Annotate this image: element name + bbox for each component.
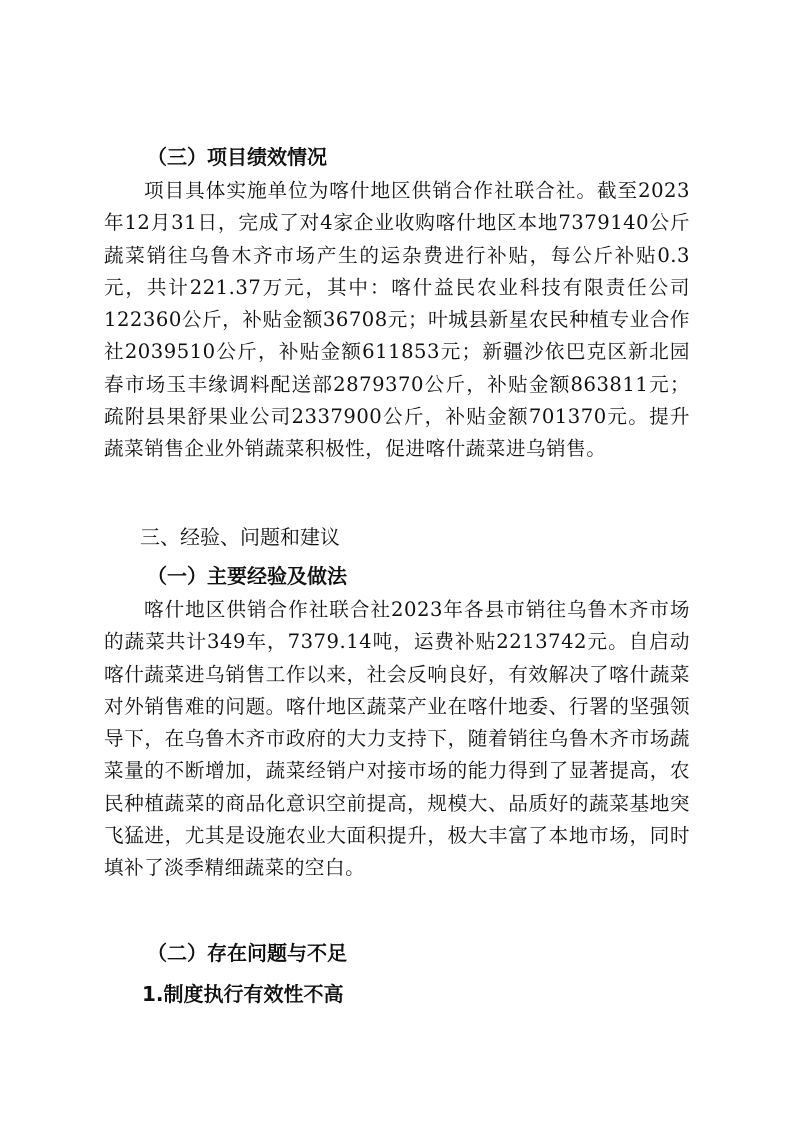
paragraph-project-performance: 项目具体实施单位为喀什地区供销合作社联合社。截至2023年12月31日，完成了对4家企业收购喀什地区本地7379140公斤蔬菜销往乌鲁木齐市场产生的运杂费进行补贴，每公斤补贴0.3元，共计221.37万元，其中：喀什益民农业科技有限责任公司122360公斤，补贴金额36708元；叶城县新星农民种植专业合作社2039510公斤，补贴金额611853元；新疆沙依巴克区新北园春市场玉丰缘调料配送部2879370公斤，补贴金额863811元；疏附县果舒果业公司2337900公斤，补贴金额701370元。提升蔬菜销售企业外销蔬菜积极性，促进喀什蔬菜进乌销售。 (104, 179, 690, 461)
heading-experience-problems-suggestions: 三、经验、问题和建议 (140, 525, 340, 549)
heading-project-performance: （三）项目绩效情况 (147, 145, 327, 169)
item-system-enforcement: 1.制度执行有效性不高 (142, 982, 344, 1006)
heading-existing-problems: （二）存在问题与不足 (147, 941, 347, 965)
heading-main-experience: （一）主要经验及做法 (147, 564, 347, 588)
paragraph-main-experience: 喀什地区供销合作社联合社2023年各县市销往乌鲁木齐市场的蔬菜共计349车，7379.14吨，运费补贴2213742元。自启动喀什蔬菜进乌销售工作以来，社会反响良好，有效解决了喀什蔬菜对外销售难的问题。喀什地区蔬菜产业在喀什地委、行署的坚强领导下，在乌鲁木齐市政府的大力支持下，随着销往乌鲁木齐市场蔬菜量的不断增加，蔬菜经销户对接市场的能力得到了显著提高，农民种植蔬菜的商品化意识空前提高，规模大、品质好的蔬菜基地突飞猛进，尤其是设施农业大面积提升，极大丰富了本地市场，同时填补了淡季精细蔬菜的空白。 (104, 598, 690, 880)
